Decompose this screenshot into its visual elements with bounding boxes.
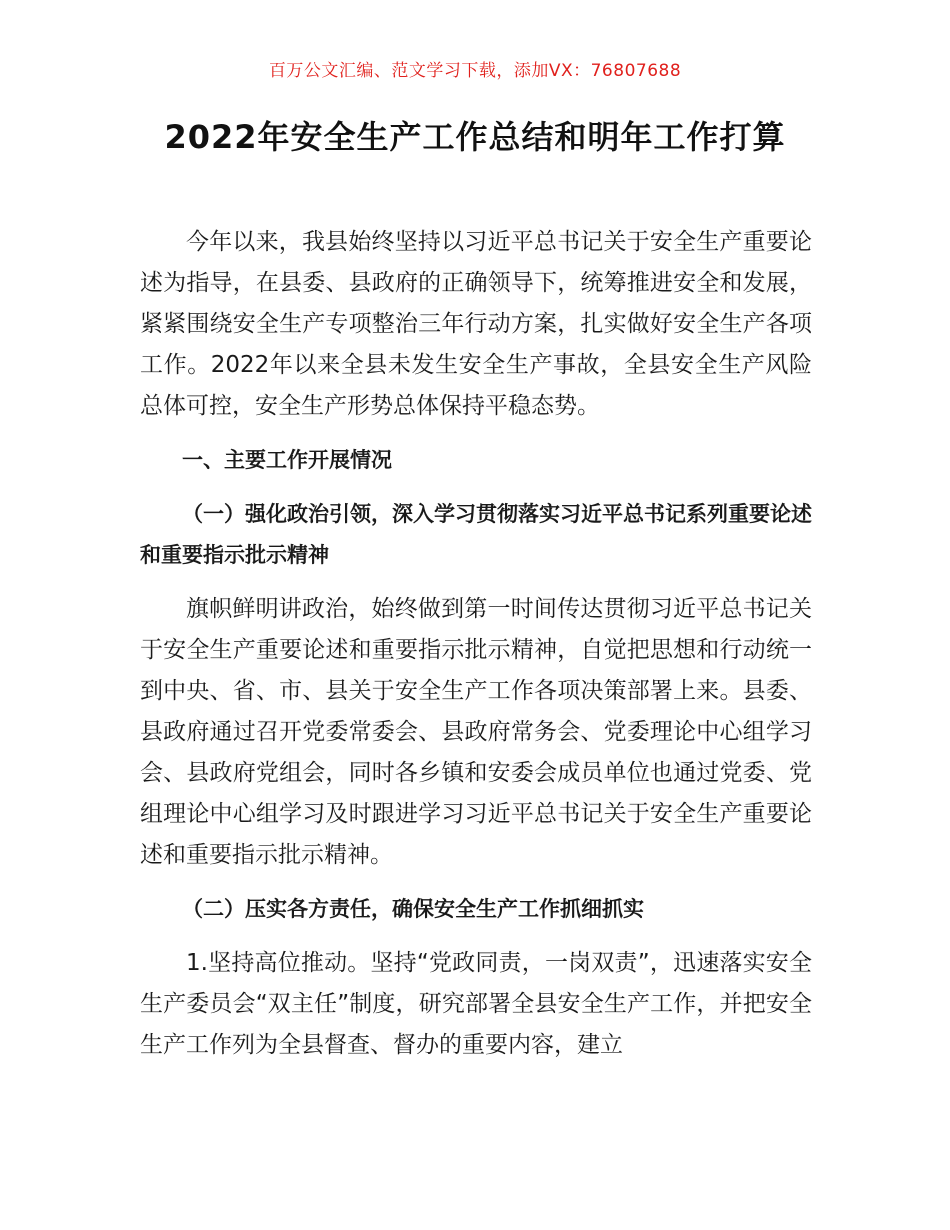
subsection-heading-2: （二）压实各方责任，确保安全生产工作抓细抓实 <box>182 897 644 921</box>
document-title: 2022年安全生产工作总结和明年工作打算 <box>164 118 786 156</box>
header-note: 百万公文汇编、范文学习下载，添加VX：76807688 <box>268 61 682 81</box>
section-heading-1: 一、主要工作开展情况 <box>182 448 392 472</box>
subsection-2-paragraph: 1.坚持高位推动。坚持“党政同责，一岗双责”，迅速落实安全生产委员会“双主任”制度，研究部署全县安全生产工作，并把安全生产工作列为全县督查、督办的重要内容，建立 <box>140 950 812 1058</box>
subsection-heading-1: （一）强化政治引领，深入学习贯彻落实习近平总书记系列重要论述和重要指示批示精神 <box>140 502 812 567</box>
document-body <box>140 222 812 1079</box>
intro-paragraph: 今年以来，我县始终坚持以习近平总书记关于安全生产重要论述为指导，在县委、县政府的正确领导下，统筹推进安全和发展，紧紧围绕安全生产专项整治三年行动方案，扎实做好安全生产各项工作。2022年以来全县未发生安全生产事故，全县安全生产风险总体可控，安全生产形势总体保持平稳态势。 <box>140 229 812 419</box>
subsection-1-paragraph: 旗帜鲜明讲政治，始终做到第一时间传达贯彻习近平总书记关于安全生产重要论述和重要指示批示精神，自觉把思想和行动统一到中央、省、市、县关于安全生产工作各项决策部署上来。县委、县政府通过召开党委常委会、县政府常务会、党委理论中心组学习会、县政府党组会，同时各乡镇和安委会成员单位也通过党委、党组理论中心组学习及时跟进学习习近平总书记关于安全生产重要论述和重要指示批示精神。 <box>140 596 812 868</box>
